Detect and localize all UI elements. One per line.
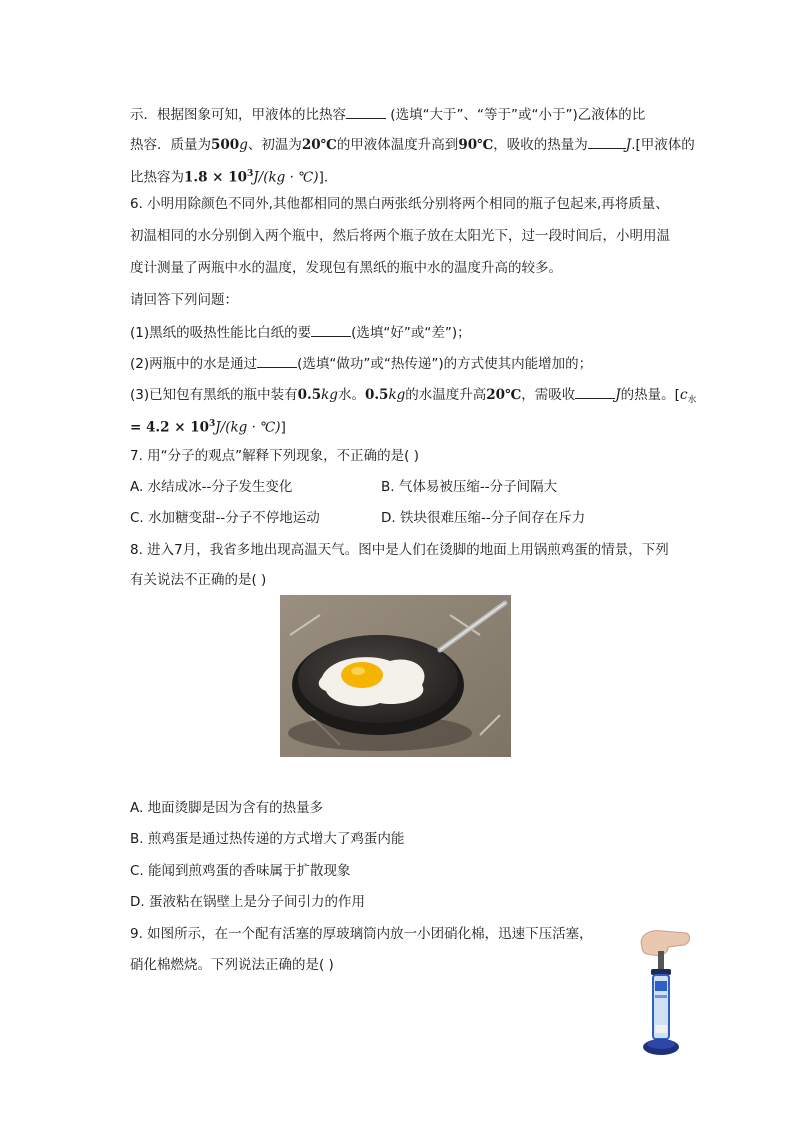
q7-stem: 7. 用“分子的观点”解释下列现象，不正确的是( ) bbox=[130, 448, 419, 464]
q6-sub-1: (1)黑纸的吸热性能比白纸的要 (选填“好”或“差”)； bbox=[130, 322, 471, 343]
q6-sub-2: (2)两瓶中的水是通过 (选填“做功”或“热传递”)的方式使其内能增加的； bbox=[130, 353, 592, 374]
q8-option-c[interactable]: C. 能闻到煎鸡蛋的香味属于扩散现象 bbox=[130, 863, 351, 879]
q6-stem-line-3: 度计测量了两瓶中水的温度，发现包有黑纸的瓶中水的温度升高的较多。 bbox=[130, 260, 562, 276]
q8-option-b[interactable]: B. 煎鸡蛋是通过热传递的方式增大了鸡蛋内能 bbox=[130, 831, 405, 847]
answer-blank[interactable] bbox=[311, 322, 351, 337]
q8-option-a[interactable]: A. 地面烫脚是因为含有的热量多 bbox=[130, 800, 324, 816]
answer-blank[interactable] bbox=[346, 104, 386, 119]
q6-stem-line-1: 6. 小明用除颜色不同外,其他都相同的黑白两张纸分别将两个相同的瓶子包起来,再将质量、 bbox=[130, 196, 669, 212]
q8-stem-line-2: 有关说法不正确的是( ) bbox=[130, 572, 267, 588]
q7-option-d[interactable]: D. 铁块很难压缩--分子间存在斥力 bbox=[381, 510, 586, 526]
piston-cylinder-image bbox=[628, 925, 698, 1065]
q7-option-b[interactable]: B. 气体易被压缩--分子间隔大 bbox=[381, 479, 558, 495]
q9-stem-line-2: 硝化棉燃烧。下列说法正确的是( ) bbox=[130, 957, 334, 973]
answer-blank[interactable] bbox=[575, 384, 615, 399]
q8-option-d[interactable]: D. 蛋液粘在锅壁上是分子间引力的作用 bbox=[130, 894, 365, 910]
q7-option-c[interactable]: C. 水加糖变甜--分子不停地运动 bbox=[130, 510, 320, 526]
frying-egg-photo bbox=[280, 595, 511, 757]
q5-line-3: 比热容为$1.8 \times 10^3J/(kg$ · ℃)]． bbox=[130, 169, 338, 186]
q5-line-1: 示．根据图象可知，甲液体的比热容 (选填“大于”、“等于”或“小于”)乙液体的比 bbox=[130, 104, 645, 125]
q6-prompt: 请回答下列问题： bbox=[130, 292, 238, 308]
q6-sub-3: (3)已知包有黑纸的瓶中装有0.5kg水。0.5kg的水温度升高20℃，需吸收 J的热量。[$c_水$ bbox=[130, 384, 697, 411]
answer-blank[interactable] bbox=[588, 134, 626, 149]
q6-sub-3-cont: = $4.2 \times 10^3J/(kg$ · ℃)] bbox=[130, 419, 286, 436]
q6-stem-line-2: 初温相同的水分别倒入两个瓶中，然后将两个瓶子放在太阳光下，过一段时间后，小明用温 bbox=[130, 228, 670, 244]
q7-option-a[interactable]: A. 水结成冰--分子发生变化 bbox=[130, 479, 293, 495]
q8-stem-line-1: 8. 进入7月，我省多地出现高温天气。图中是人们在烫脚的地面上用锅煎鸡蛋的情景，下列 bbox=[130, 542, 669, 558]
q5-line-2: 热容．质量为500g、初温为20℃的甲液体温度升高到90℃，吸收的热量为 J.[甲液体的 bbox=[130, 134, 695, 155]
q9-stem-line-1: 9. 如图所示，在一个配有活塞的厚玻璃筒内放一小团硝化棉，迅速下压活塞， bbox=[130, 926, 593, 942]
answer-blank[interactable] bbox=[257, 353, 297, 368]
